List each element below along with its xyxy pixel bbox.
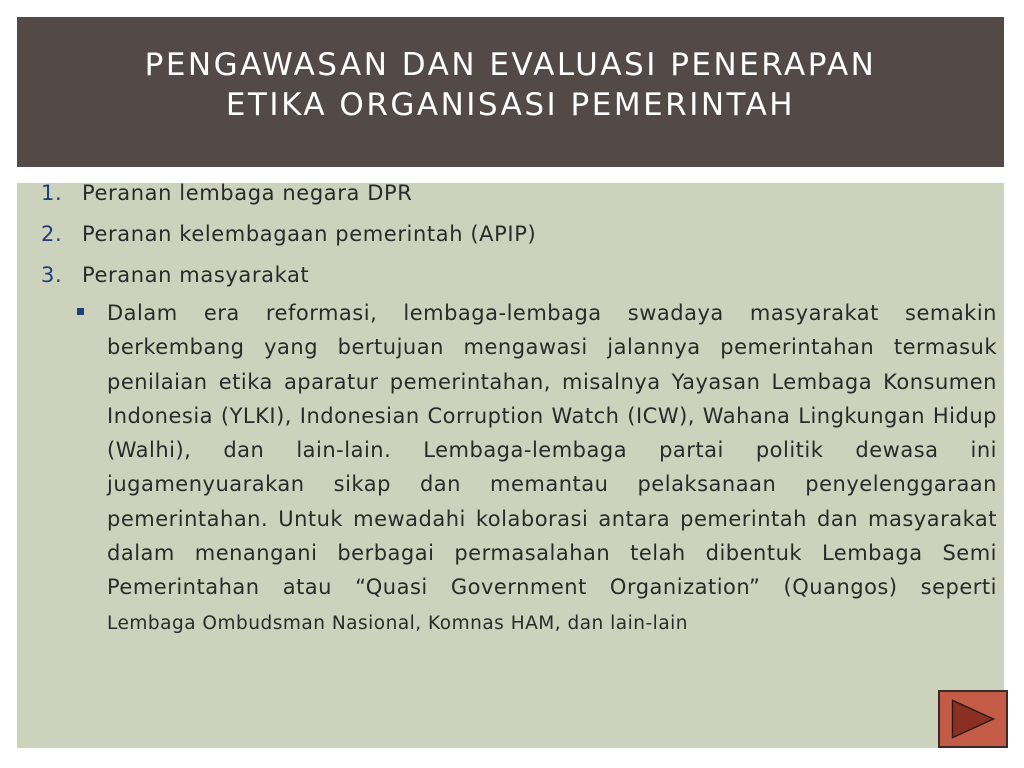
next-slide-button[interactable]	[938, 690, 1008, 748]
list-number: 2.	[41, 222, 63, 246]
title-line-1: PENGAWASAN DAN EVALUASI PENERAPAN	[144, 47, 877, 83]
sub-bullet-item	[41, 296, 997, 641]
list-number: 1.	[41, 181, 63, 205]
list-item-2	[41, 214, 1001, 255]
title-band	[17, 17, 1004, 167]
title-line-2: ETIKA ORGANISASI PEMERINTAH	[225, 87, 796, 123]
content-area	[17, 183, 1004, 748]
list-item-1	[41, 173, 1001, 214]
list-item-label: Peranan lembaga negara DPR	[82, 181, 413, 205]
slide-title	[17, 45, 1004, 125]
list-number: 3.	[41, 263, 63, 287]
list-item-label: Peranan kelembagaan pemerintah (APIP)	[82, 222, 537, 246]
sub-bullet-text	[107, 296, 997, 641]
list-item-3	[41, 255, 1001, 296]
sub-bullet-body: Dalam era reformasi, lembaga-lembaga swadaya masyarakat semakin berkembang yang bertujuan mengawasi jalannya pemerintahan termasuk penilaian etika aparatur pemerintahan, misalnya Yayasan Lembaga Konsumen Indonesia (YLKI), Indonesian Corruption Watch (ICW), Wahana Lingkungan Hidup (Walhi), dan lain-lain. Lembaga-lembaga partai politik dewasa ini jugamenyuarakan sikap dan memantau pelaksanaan penyelenggaraan pemerintahan. Untuk mewadahi kolaborasi antara pemerintah dan masyarakat dalam menangani berbagai permasalahan telah dibentuk Lembaga Semi Pemerintahan atau “Quasi Government Organization” (Quangos) seperti	[107, 301, 997, 600]
numbered-list	[41, 183, 1001, 641]
list-item-label: Peranan masyarakat	[82, 263, 310, 287]
square-bullet-icon	[77, 308, 84, 315]
sub-bullet-tail: Lembaga Ombudsman Nasional, Komnas HAM, dan lain-lain	[107, 612, 689, 634]
play-triangle-icon	[940, 692, 1006, 746]
